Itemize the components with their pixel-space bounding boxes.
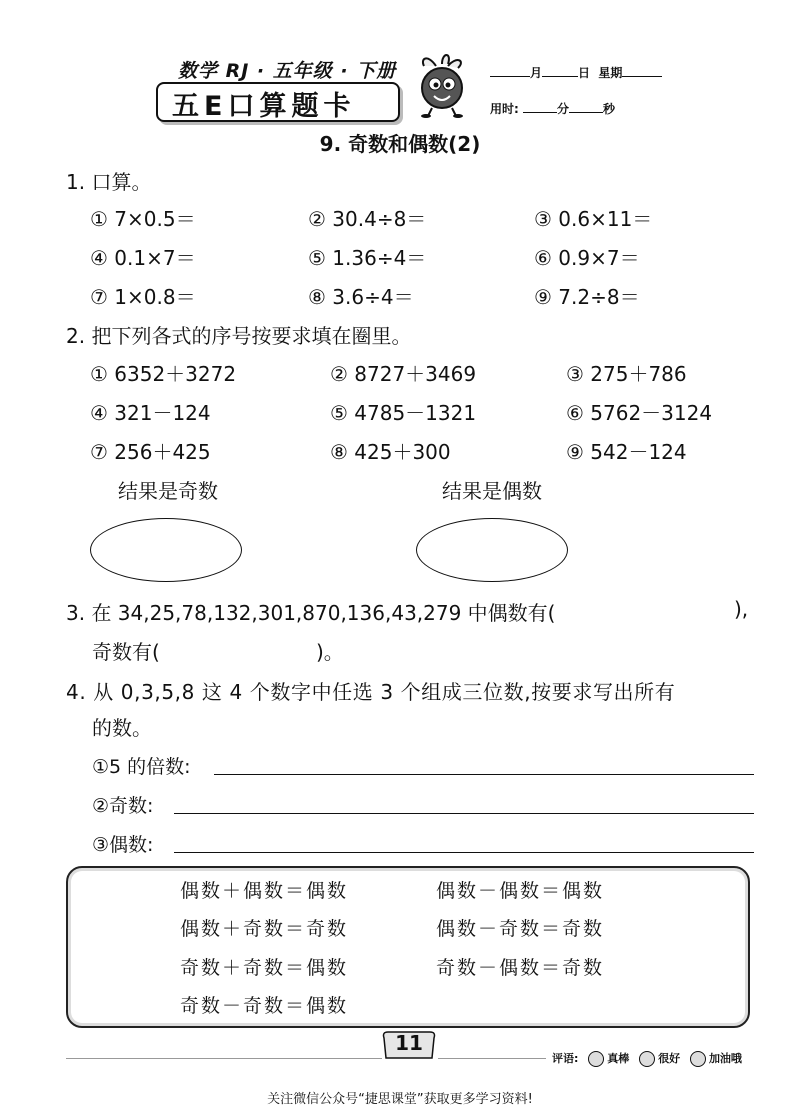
page-number: 11	[395, 1031, 423, 1055]
q4-part-even: ③偶数:	[92, 834, 154, 856]
divider	[438, 1058, 546, 1059]
rule-item: 偶数－偶数＝偶数	[436, 880, 605, 902]
q1-item: ⑧ 3.6÷4＝	[308, 285, 414, 309]
series-label: 数学 RJ · 五年级 · 下册	[178, 60, 397, 82]
q2-item: ⑨ 542－124	[566, 440, 687, 464]
q1-item: ③ 0.6×11＝	[534, 207, 653, 231]
q2-item: ① 6352＋3272	[90, 362, 237, 386]
evaluation: 评语: 真棒 很好 加油哦	[552, 1052, 742, 1065]
q4-part-odd: ②奇数:	[92, 795, 154, 817]
q1-item: ① 7×0.5＝	[90, 207, 196, 231]
lesson-title: 9. 奇数和偶数(2)	[319, 132, 481, 156]
q4-part-multiple-of-5: ①5 的倍数:	[92, 756, 191, 778]
great-face-icon[interactable]	[588, 1051, 604, 1067]
q2-item: ④ 321－124	[90, 401, 211, 425]
odd-answer-circle[interactable]	[90, 518, 242, 582]
q3-line1-end: ),	[734, 597, 749, 621]
q3-line2-end: )。	[316, 640, 344, 664]
q3-line1: 3. 在 34,25,78,132,301,870,136,43,279 中偶数有(	[66, 601, 556, 625]
time-field: 用时: 分 秒	[490, 102, 616, 116]
even-answer-circle[interactable]	[416, 518, 568, 582]
q1-item: ⑥ 0.9×7＝	[534, 246, 640, 270]
q2-title: 2. 把下列各式的序号按要求填在圈里。	[66, 324, 412, 348]
q1-item: ④ 0.1×7＝	[90, 246, 196, 270]
good-face-icon[interactable]	[639, 1051, 655, 1067]
q1-item: ② 30.4÷8＝	[308, 207, 427, 231]
rule-item: 偶数－奇数＝奇数	[436, 918, 605, 940]
even-result-label: 结果是偶数	[442, 479, 542, 503]
radish-mascot-icon	[410, 52, 474, 118]
q2-item: ⑧ 425＋300	[330, 440, 451, 464]
rule-item: 奇数－奇数＝偶数	[180, 995, 349, 1017]
odd-result-label: 结果是奇数	[118, 479, 218, 503]
date-field: 月 日 星期	[490, 64, 662, 81]
q2-item: ⑦ 256＋425	[90, 440, 211, 464]
q2-item: ② 8727＋3469	[330, 362, 477, 386]
q2-item: ③ 275＋786	[566, 362, 687, 386]
q2-item: ⑥ 5762－3124	[566, 401, 713, 425]
q2-item: ⑤ 4785－1321	[330, 401, 477, 425]
rule-item: 偶数＋偶数＝偶数	[180, 880, 349, 902]
q4-line2: 的数。	[92, 716, 152, 740]
divider	[66, 1058, 382, 1059]
footer-note: 关注微信公众号“捷思课堂”获取更多学习资料!	[267, 1092, 533, 1107]
answer-line[interactable]	[214, 774, 754, 775]
q4-line1: 4. 从 0,3,5,8 这 4 个数字中任选 3 个组成三位数,按要求写出所有	[66, 680, 676, 704]
q1-item: ⑦ 1×0.8＝	[90, 285, 196, 309]
answer-line[interactable]	[174, 852, 754, 853]
card-title: 五E口算题卡	[172, 91, 356, 122]
keep-going-face-icon[interactable]	[690, 1051, 706, 1067]
parity-rules-box	[66, 866, 750, 1028]
q1-item: ⑨ 7.2÷8＝	[534, 285, 640, 309]
q1-title: 1. 口算。	[66, 170, 152, 194]
rule-item: 奇数－偶数＝奇数	[436, 957, 605, 979]
rule-item: 偶数＋奇数＝奇数	[180, 918, 349, 940]
q3-line2: 奇数有(	[92, 640, 160, 664]
answer-line[interactable]	[174, 813, 754, 814]
q1-item: ⑤ 1.36÷4＝	[308, 246, 427, 270]
rule-item: 奇数＋奇数＝偶数	[180, 957, 349, 979]
